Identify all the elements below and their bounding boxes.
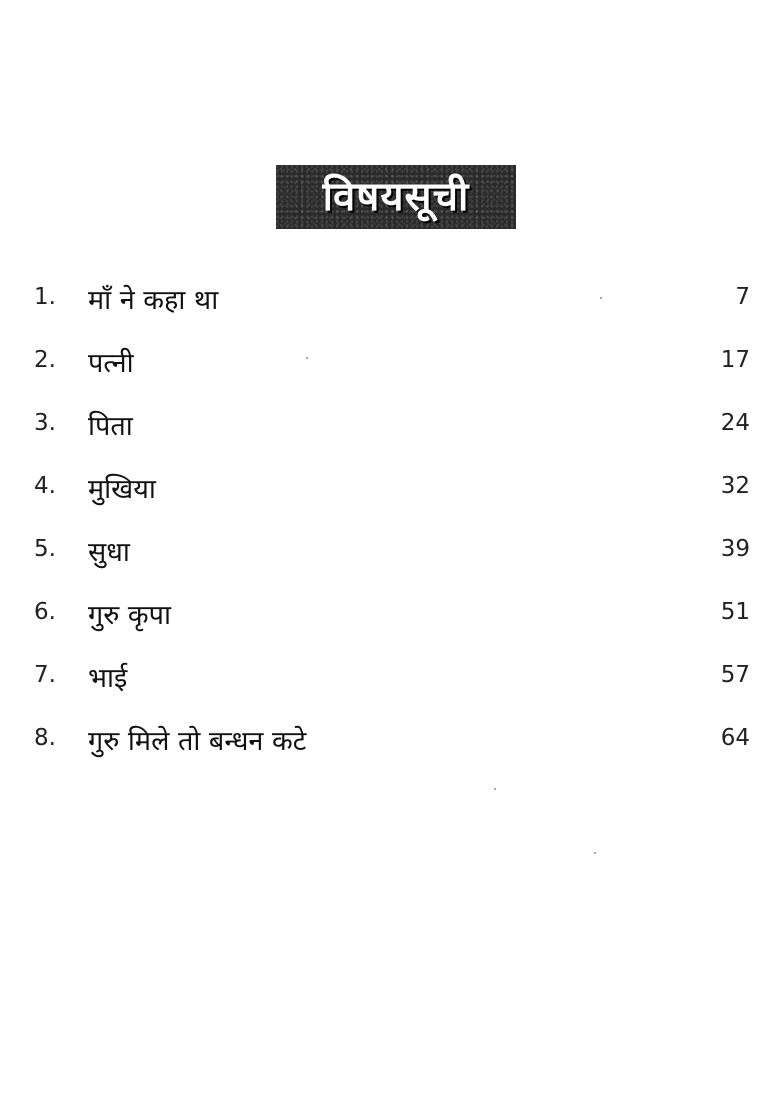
toc-entry-number: 1. (34, 284, 56, 310)
toc-entry-title: माँ ने कहा था (88, 285, 219, 316)
toc-entry-page: 24 (720, 410, 750, 436)
toc-entry-number: 7. (34, 662, 56, 688)
toc-entry-title: गुरु मिले तो बन्धन कटे (88, 726, 307, 757)
page-title: विषयसूची (322, 174, 470, 220)
toc-entry (0, 402, 780, 465)
toc-entry-number: 2. (34, 347, 56, 373)
toc-entry-page: 57 (720, 662, 750, 688)
toc-entry-page: 39 (720, 536, 750, 562)
toc-entry-page: 32 (720, 473, 750, 499)
toc-entry-title: सुधा (88, 537, 130, 568)
toc-entry-number: 3. (34, 410, 56, 436)
toc-entry (0, 339, 780, 402)
toc-entry-title: गुरु कृपा (88, 600, 171, 631)
scan-speck (494, 788, 496, 790)
scan-speck (600, 297, 602, 299)
scan-speck (594, 852, 596, 854)
toc-entry-title: पत्नी (88, 348, 134, 379)
toc-entry (0, 591, 780, 654)
scan-speck (306, 357, 308, 359)
toc-entry (0, 717, 780, 780)
toc-entry-page: 64 (720, 725, 750, 751)
table-of-contents (0, 276, 780, 780)
toc-entry-number: 6. (34, 599, 56, 625)
heading-banner (276, 165, 516, 229)
toc-entry-page: 51 (720, 599, 750, 625)
toc-entry-number: 8. (34, 725, 56, 751)
toc-entry (0, 654, 780, 717)
toc-entry-title: मुखिया (88, 474, 156, 505)
toc-entry-number: 4. (34, 473, 56, 499)
toc-entry-page: 17 (720, 347, 750, 373)
toc-entry-page: 7 (735, 284, 750, 310)
toc-entry (0, 276, 780, 339)
toc-entry (0, 528, 780, 591)
toc-entry (0, 465, 780, 528)
toc-entry-title: भाई (88, 663, 128, 694)
toc-entry-number: 5. (34, 536, 56, 562)
toc-entry-title: पिता (88, 411, 133, 442)
